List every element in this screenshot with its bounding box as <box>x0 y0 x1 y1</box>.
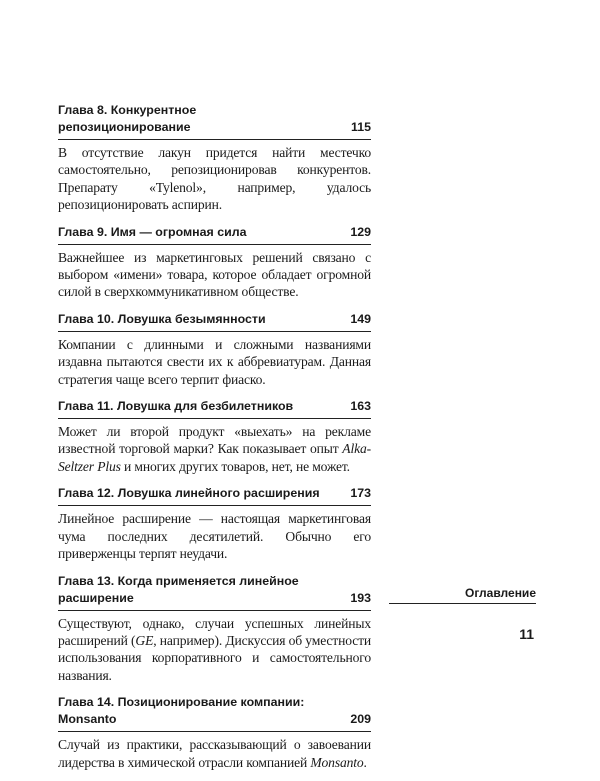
toc-entry <box>58 224 371 301</box>
chapter-heading[interactable] <box>58 573 371 611</box>
chapter-heading[interactable] <box>58 102 371 140</box>
toc-entry <box>58 573 371 685</box>
chapter-page-number: 149 <box>350 311 371 326</box>
chapter-heading[interactable] <box>58 398 371 419</box>
chapter-title: Глава 8. Конкурентное репозиционирование <box>58 103 197 134</box>
page-number: 11 <box>519 626 534 642</box>
chapter-description: Компании с длинными и сложными названиями издавна пытаются свести их к аббревиатурам. Данная стратегия чаще всего терпит фиаско. <box>58 336 371 387</box>
chapter-page-number: 209 <box>350 712 371 727</box>
chapter-page-number: 193 <box>350 590 371 605</box>
chapter-heading[interactable] <box>58 694 371 732</box>
toc-entry <box>58 311 371 388</box>
toc-entry <box>58 694 371 771</box>
chapter-heading[interactable] <box>58 311 371 332</box>
chapter-page-number: 129 <box>350 224 371 239</box>
chapter-description: Может ли второй продукт «выехать» на рекламе известной торговой марки? Как показывает опыт Alka-Seltzer Plus и многих других товаров, нет, не может. <box>58 424 371 474</box>
toc-entry <box>58 398 371 475</box>
chapter-description: Существуют, однако, случаи успешных линейных расширений (GE, например). Дискуссия об уместности использования корпоративного и самостоятельного названия. <box>58 615 372 683</box>
chapter-title: Глава 11. Ловушка для безбилетников <box>58 399 294 414</box>
chapter-title: Глава 13. Когда применяется линейное расширение <box>58 573 299 605</box>
chapter-title: Глава 12. Ловушка линейного расширения <box>58 486 320 501</box>
chapter-description: Случай из практики, рассказывающий о завоевании лидерства в химической отрасли компанией Monsanto. <box>58 737 371 770</box>
running-header-rule <box>389 603 536 604</box>
chapter-description: В отсутствие лакун придется найти местечко самостоятельно, репозиционировав конкурентов. Препарату «Tylenol», например, удалось репозиционировать аспирин. <box>58 145 371 213</box>
chapter-page-number: 163 <box>350 399 371 414</box>
chapter-heading[interactable] <box>58 224 371 245</box>
chapter-page-number: 173 <box>350 486 371 501</box>
toc-entry <box>58 485 371 562</box>
chapter-page-number: 115 <box>351 120 371 134</box>
chapter-title: Глава 9. Имя — огромная сила <box>58 224 247 239</box>
toc-entry <box>58 102 371 214</box>
chapter-description: Важнейшее из маркетинговых решений связано с выбором «имени» товара, которое обладает огромной силой в сверхкоммуникативном обществе. <box>58 249 371 300</box>
running-header-label: Оглавление <box>465 586 536 600</box>
brand-name: GE <box>135 632 154 648</box>
chapter-heading[interactable] <box>58 485 371 506</box>
chapter-title: Глава 14. Позиционирование компании: Monsanto <box>58 695 305 727</box>
brand-name: Alka-Seltzer Plus <box>58 441 371 474</box>
table-of-contents <box>58 102 371 781</box>
chapter-description: Линейное расширение — настоящая маркетинговая чума последних десятилетий. Обычно его приверженцы терпят неудачи. <box>58 511 371 562</box>
chapter-title: Глава 10. Ловушка безымянности <box>58 311 266 326</box>
brand-name: Monsanto <box>310 754 364 770</box>
